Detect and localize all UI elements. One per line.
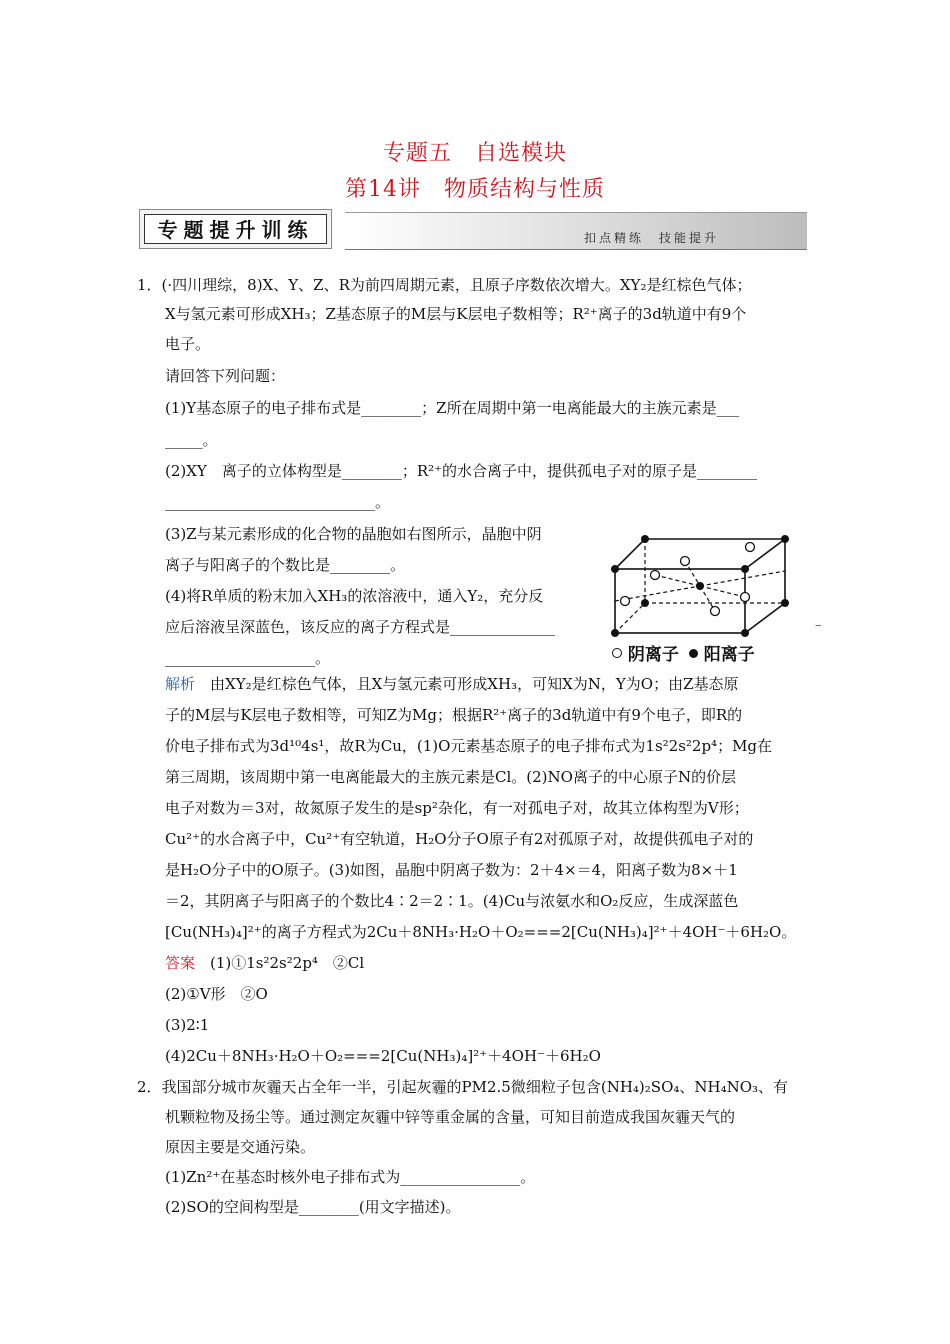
- q1-line-12: 应后溶液呈深蓝色，该反应的离子方程式是______________: [165, 618, 556, 636]
- q1-line-5: (1)Y基态原子的电子排布式是________；Z所在周期中第一电离能最大的主族元素是___: [165, 399, 740, 417]
- anion-legend-icon: [612, 648, 622, 658]
- answer-label: 答案: [165, 954, 196, 972]
- figure-dash: –: [815, 618, 822, 633]
- q1-line-9: (3)Z与某元素形成的化合物的晶胞如右图所示，晶胞中阴: [165, 525, 542, 543]
- analysis-line-9: [Cu(NH₃)₄]²⁺的离子方程式为2Cu＋8NH₃·H₂O＋O₂===2[Cu(NH₃)₄]²⁺＋4OH⁻＋6H₂O。: [165, 923, 797, 941]
- cation-legend-icon: [689, 649, 698, 658]
- analysis-line-4: 第三周期，该周期中第一电离能最大的主族元素是Cl。(2)NO离子的中心原子N的价层: [165, 768, 737, 786]
- q2-line-2: 机颗粒物及扬尘等。通过测定灰霾中锌等重金属的含量，可知目前造成我国灰霾天气的: [165, 1108, 736, 1126]
- q1-line-11: (4)将R单质的粉末加入XH₃的浓溶液中，通入Y₂，充分反: [165, 587, 544, 605]
- answer-line-1-text: (1)①1s²2s²2p⁴ ②Cl: [195, 954, 365, 972]
- q1-line-6: _____。: [165, 431, 218, 449]
- q1-line-8: ____________________________。: [165, 493, 391, 511]
- chapter-title: 专题五 自选模块: [382, 141, 567, 166]
- lecture-title: 第14讲 物质结构与性质: [345, 177, 605, 202]
- analysis-line-2: 子的M层与K层电子数相等，可知Z为Mg；根据R²⁺离子的3d轨道中有9个电子，即R的: [165, 706, 743, 724]
- q1-line-2: X与氢元素可形成XH₃；Z基态原子的M层与K层电子数相等；R²⁺离子的3d轨道中有9个: [165, 305, 747, 323]
- q2-line-4: (1)Zn²⁺在基态时核外电子排布式为________________。: [165, 1168, 536, 1186]
- q1-line-3: 电子。: [165, 335, 211, 353]
- q1-line-7: (2)XY 离子的立体构型是________；R²⁺的水合离子中，提供孤电子对的原子是________: [165, 462, 758, 480]
- anion-legend-label: 阴离子: [627, 645, 679, 665]
- figure-legend: [612, 640, 755, 665]
- analysis-line-6: Cu²⁺的水合离子中，Cu²⁺有空轨道，H₂O分子O原子有2对孤原子对，故提供孤电子对的: [165, 830, 754, 848]
- q2-line-3: 原因主要是交通污染。: [165, 1138, 316, 1156]
- section-banner: [139, 209, 332, 249]
- analysis-line-7: 是H₂O分子中的O原子。(3)如图，晶胞中阴离子数为：2＋4×＝4，阳离子数为8×＋1: [165, 861, 738, 879]
- section-banner-label: 专题提升训练: [144, 214, 327, 244]
- section-subbanner: [345, 212, 807, 250]
- cell-front-face: [615, 569, 745, 633]
- q1-line-13: ____________________。: [165, 649, 331, 667]
- analysis-line-3: 价电子排布式为3d¹⁰4s¹，故R为Cu，(1)O元素基态原子的电子排布式为1s²2s²2p⁴；Mg在: [165, 737, 773, 755]
- analysis-label: 解析: [165, 675, 196, 693]
- q1-line-10: 离子与阳离子的个数比是________。: [165, 556, 406, 574]
- q2-line-1: 2．我国部分城市灰霾天占全年一半，引起灰霾的PM2.5微细粒子包含(NH₄)₂SO₄、NH₄NO₃、有: [137, 1078, 789, 1096]
- cation-legend-label: 阳离子: [703, 645, 755, 665]
- q2-line-5: (2)SO的空间构型是________(用文字描述)。: [165, 1198, 461, 1216]
- analysis-line-5: 电子对数为＝3对，故氮原子发生的是sp²杂化，有一对孤电子对，故其立体构型为V形；: [165, 799, 749, 817]
- q1-line-4: 请回答下列问题：: [165, 367, 286, 385]
- analysis-line-1: [165, 674, 739, 694]
- analysis-line-1-text: 由XY₂是红棕色气体，且X与氢元素可形成XH₃，可知X为N，Y为O；由Z基态原: [195, 675, 739, 693]
- analysis-line-8: ＝2，其阴离子与阳离子的个数比4∶2＝2∶1。(4)Cu与浓氨水和O₂反应，生成深蓝色: [165, 892, 739, 910]
- section-subbanner-label: 扣点精练 技能提升: [583, 231, 719, 245]
- answer-line-3: (3)2∶1: [165, 1016, 210, 1034]
- answer-line-2: (2)①V形 ②O: [165, 985, 268, 1003]
- answer-line-4: (4)2Cu＋8NH₃·H₂O＋O₂===2[Cu(NH₃)₄]²⁺＋4OH⁻＋6H₂O: [165, 1047, 601, 1065]
- q1-line-1: 1．(·四川理综，8)X、Y、Z、R为前四周期元素，且原子序数依次增大。XY₂是红棕色气体；: [137, 276, 752, 294]
- answer-line-1: [165, 953, 364, 973]
